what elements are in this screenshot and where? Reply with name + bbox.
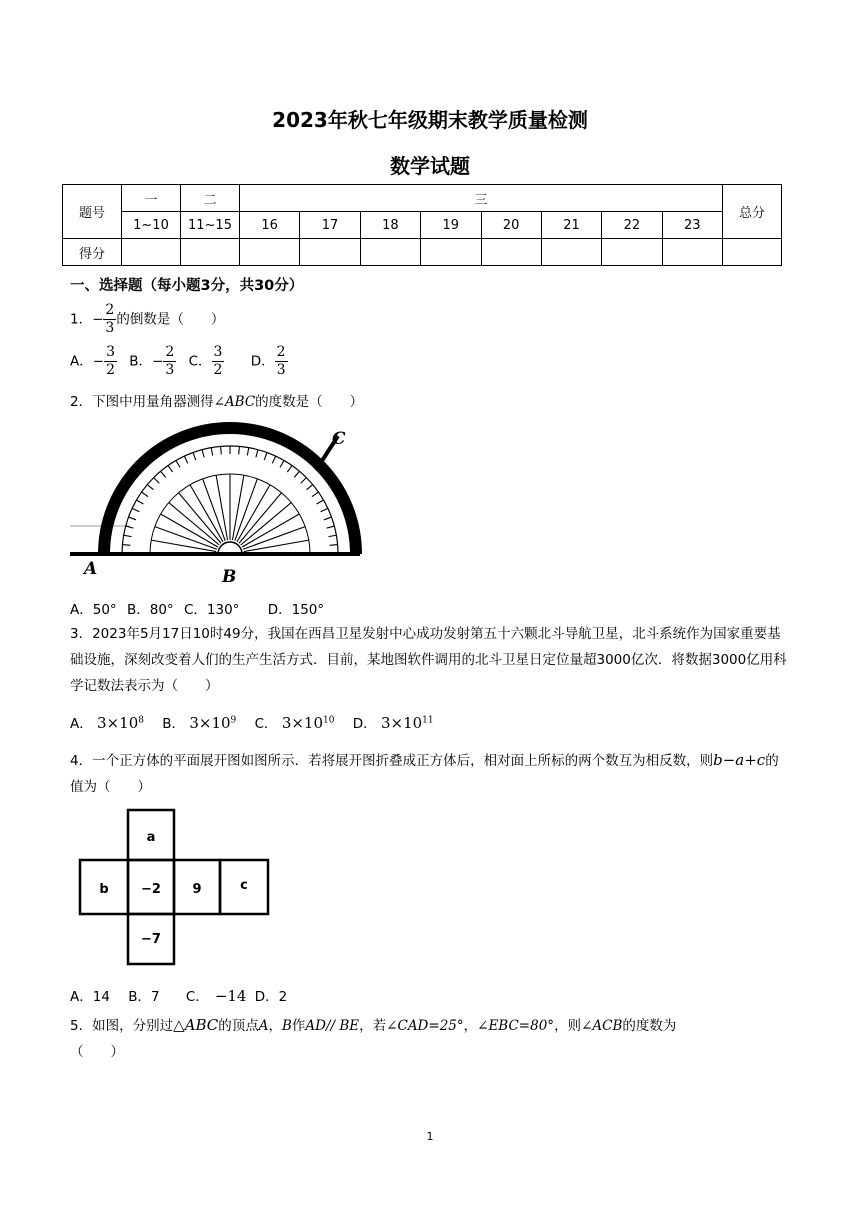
page-subtitle: 数学试题 (390, 154, 470, 178)
question-4-options (70, 985, 287, 1005)
net-face-9: 9 (192, 882, 202, 897)
option-a: A．14 (70, 989, 110, 1005)
group-1-header: 一 (122, 185, 181, 212)
question-3: 3．2023年5月17日10时49分，我国在西昌卫星发射中心成功发射第五十六颗北斗导航卫星，北斗系统作为国家重要基础设施，深刻改变着人们的生产生活方式．目前，某地图软件调用的北斗卫星日定位量超3000亿次．将数据3000亿用科学记数法表示为（ ） (70, 626, 787, 694)
option-c: C．130° (183, 602, 240, 618)
question-1-options (70, 344, 288, 379)
col-header: 21 (541, 212, 601, 239)
col-header: 19 (421, 212, 481, 239)
score-cell (421, 239, 481, 266)
net-face-b: b (99, 882, 109, 897)
option-b: B．− $\frac{2}{3}$ (129, 344, 175, 378)
group-2-header: 二 (181, 185, 240, 212)
fraction: $\frac{2}{3}$ (105, 302, 115, 336)
question-2-options (70, 598, 324, 618)
option-c: C． $3\times 10^{10}$ (254, 714, 335, 732)
option-d: D． $\frac{2}{3}$ (250, 344, 286, 378)
option-b: B．80° (126, 602, 174, 618)
option-a: A．− $\frac{3}{2}$ (70, 344, 115, 378)
group-3-header: 三 (240, 185, 723, 212)
col-header: 11~15 (181, 212, 240, 239)
row-label-score: 得分 (63, 239, 122, 266)
net-face-minus-2: −2 (141, 882, 161, 897)
label-b: B (222, 567, 237, 586)
option-c: C． −14 (185, 987, 247, 1005)
option-d: D． $3\times 10^{11}$ (352, 714, 434, 732)
col-header: 20 (481, 212, 541, 239)
option-a: A． $3\times 10^8$ (70, 714, 144, 732)
col-header: 18 (360, 212, 420, 239)
option-d: D．2 (254, 989, 288, 1005)
col-header: 16 (240, 212, 300, 239)
col-header: 22 (602, 212, 662, 239)
option-b: B． $3\times 10^9$ (162, 714, 237, 732)
score-cell (602, 239, 662, 266)
score-cell (240, 239, 300, 266)
question-2: 2．下图中用量角器测得∠ABC的度数是（ ） (70, 394, 364, 410)
cube-net-figure (78, 808, 278, 968)
score-cell (122, 239, 181, 266)
net-face-a: a (146, 830, 156, 845)
score-cell (481, 239, 541, 266)
col-header: 1~10 (122, 212, 181, 239)
option-c: C． $\frac{3}{2}$ (188, 344, 223, 378)
option-d: D．150° (267, 602, 325, 618)
label-c: C (332, 429, 346, 449)
option-a: A．50° (70, 602, 117, 618)
question-1: 1．− $\frac{2}{3}$ 的倒数是（ ） (70, 302, 225, 336)
score-cell (181, 239, 240, 266)
option-b: B．7 (128, 989, 160, 1005)
net-face-minus-7: −7 (141, 932, 161, 947)
page-title: 2023年秋七年级期末教学质量检测 (272, 108, 588, 132)
section-heading: 一、选择题（每小题3分，共30分） (70, 278, 304, 294)
col-header: 17 (300, 212, 360, 239)
row-label-number: 题号 (63, 185, 122, 239)
protractor-figure (70, 414, 370, 586)
score-cell (662, 239, 722, 266)
score-table (62, 184, 782, 266)
score-cell (300, 239, 360, 266)
question-4: 4．一个正方体的平面展开图如图所示．若将展开图折叠成正方体后，相对面上所标的两个数互为相反数，则b−a+c的值为（ ） (70, 751, 779, 795)
net-face-c: c (240, 878, 248, 893)
total-header: 总分 (723, 185, 782, 239)
score-cell (360, 239, 420, 266)
question-3-options (70, 712, 434, 732)
col-header: 23 (662, 212, 722, 239)
score-cell (723, 239, 782, 266)
question-5: 5．如图，分别过△ABC的顶点A，B作AD// BE，若∠CAD=25°，∠EBC=80°，则∠ACB的度数为 （ ） (70, 1016, 677, 1060)
label-a: A (84, 559, 98, 579)
page-number: 1 (426, 1130, 434, 1143)
score-cell (541, 239, 601, 266)
